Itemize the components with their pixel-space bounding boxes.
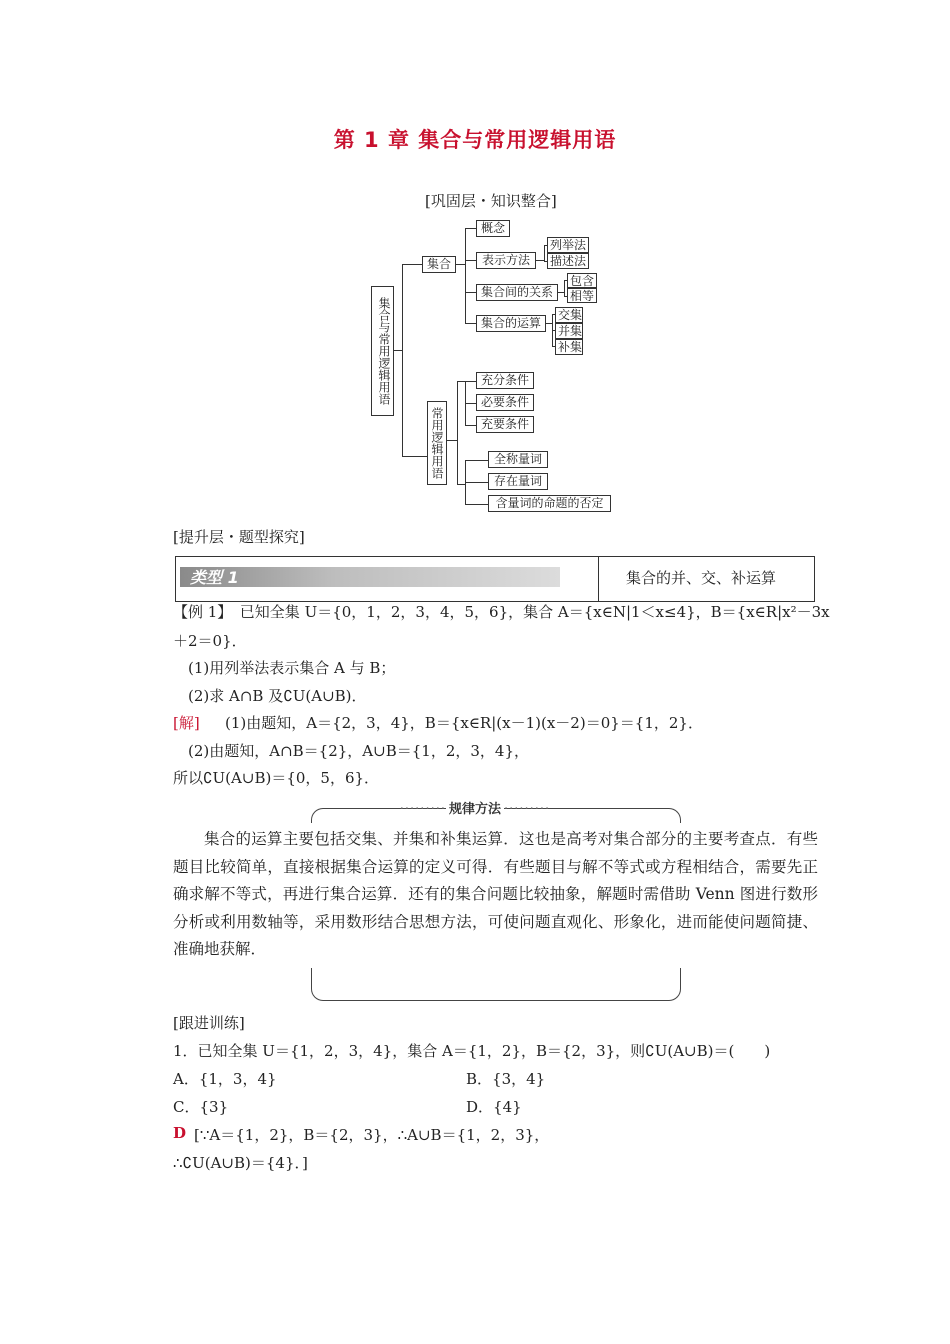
- option-d: D．{4}: [466, 1098, 522, 1116]
- option-b: B．{3，4}: [466, 1070, 546, 1088]
- tree-node-operations: 集合的运算: [476, 315, 546, 332]
- tree-node-logic: 常用逻辑用语: [427, 401, 447, 485]
- example-question-2: (2)求 A∩B 及∁U(A∪B)．: [188, 687, 367, 705]
- tree-node-union: 并集: [555, 323, 583, 339]
- tree-node-iff: 充要条件: [476, 416, 534, 433]
- method-label-text: 规律方法: [446, 802, 504, 817]
- tree-node-concept: 概念: [476, 220, 510, 237]
- tree-node-relations: 集合间的关系: [476, 284, 558, 301]
- solution-line-1: (1)由题知，A＝{2，3，4}，B＝{x∈R|(x－1)(x－2)＝0}＝{1，2}．: [225, 714, 703, 732]
- tree-node-negation: 含量词的命题的否定: [488, 495, 611, 512]
- tree-node-complement: 补集: [555, 339, 583, 355]
- practice-heading: [跟进训练]: [173, 1014, 245, 1032]
- answer-explanation-1: [∵A＝{1，2}，B＝{2，3}，∴A∪B＝{1，2，3}，: [194, 1126, 550, 1144]
- type-label: 类型 1: [190, 568, 239, 587]
- tree-node-contain: 包含: [567, 273, 597, 288]
- tree-node-sufficient: 充分条件: [476, 372, 534, 389]
- tree-node-set: 集合: [422, 256, 456, 273]
- section-heading-explore: [提升层・题型探究]: [173, 528, 305, 546]
- example-statement: 【例 1】 已知全集 U＝{0，1，2，3，4，5，6}，集合 A＝{x∈N|1＜x≤4}，B＝{x∈R|x²－3x: [173, 603, 830, 621]
- tree-node-intersection: 交集: [555, 307, 583, 323]
- tree-root: 集合与常用逻辑用语: [371, 286, 394, 416]
- option-c: C．{3}: [173, 1098, 229, 1116]
- answer-letter: D: [173, 1124, 187, 1142]
- tree-node-equal: 相等: [567, 288, 597, 303]
- method-label: ········· 规律方法 ·········: [399, 802, 551, 817]
- tree-node-description: 描述法: [547, 253, 589, 269]
- type-topic: 集合的并、交、补运算: [626, 569, 777, 587]
- answer-explanation-2: ∴∁U(A∪B)＝{4}．]: [173, 1154, 308, 1172]
- tree-node-universal: 全称量词: [488, 451, 548, 468]
- method-paragraph: 集合的运算主要包括交集、并集和补集运算．这也是高考对集合部分的主要考查点．有些题目比较简单，直接根据集合运算的定义可得．有些题目与解不等式或方程相结合，需要先正确求解不等式，再进行集合运算．还有的集合问题比较抽象，解题时需借助 Venn 图进行数形分析或利用数轴等，采用数形结合思想方法，可使问题直观化、形象化，进而能使问题简捷、准确地获解．: [173, 830, 818, 958]
- tree-node-representation: 表示方法: [476, 252, 536, 269]
- tree-node-necessary: 必要条件: [476, 394, 534, 411]
- example-statement-cont: ＋2＝0}．: [173, 632, 247, 650]
- solution-line-3: 所以∁U(A∪B)＝{0，5，6}．: [173, 769, 380, 787]
- section-heading-consolidate: [巩固层・知识整合]: [425, 192, 557, 210]
- type-banner: [175, 556, 815, 602]
- practice-question-1: 1．已知全集 U＝{1，2，3，4}，集合 A＝{1，2}，B＝{2，3}，则∁U(A∪B)＝( ): [173, 1042, 771, 1060]
- solution-line-2: (2)由题知，A∩B＝{2}，A∪B＝{1，2，3，4}，: [188, 742, 529, 760]
- page-title: 第 1 章 集合与常用逻辑用语: [333, 128, 617, 152]
- tree-node-listing: 列举法: [547, 237, 589, 253]
- tree-node-existential: 存在量词: [488, 473, 548, 490]
- example-question-1: (1)用列举法表示集合 A 与 B；: [188, 659, 396, 677]
- option-a: A．{1，3，4}: [173, 1070, 277, 1088]
- solution-tag: [解]: [173, 714, 200, 732]
- method-frame-bottom: [311, 968, 681, 1001]
